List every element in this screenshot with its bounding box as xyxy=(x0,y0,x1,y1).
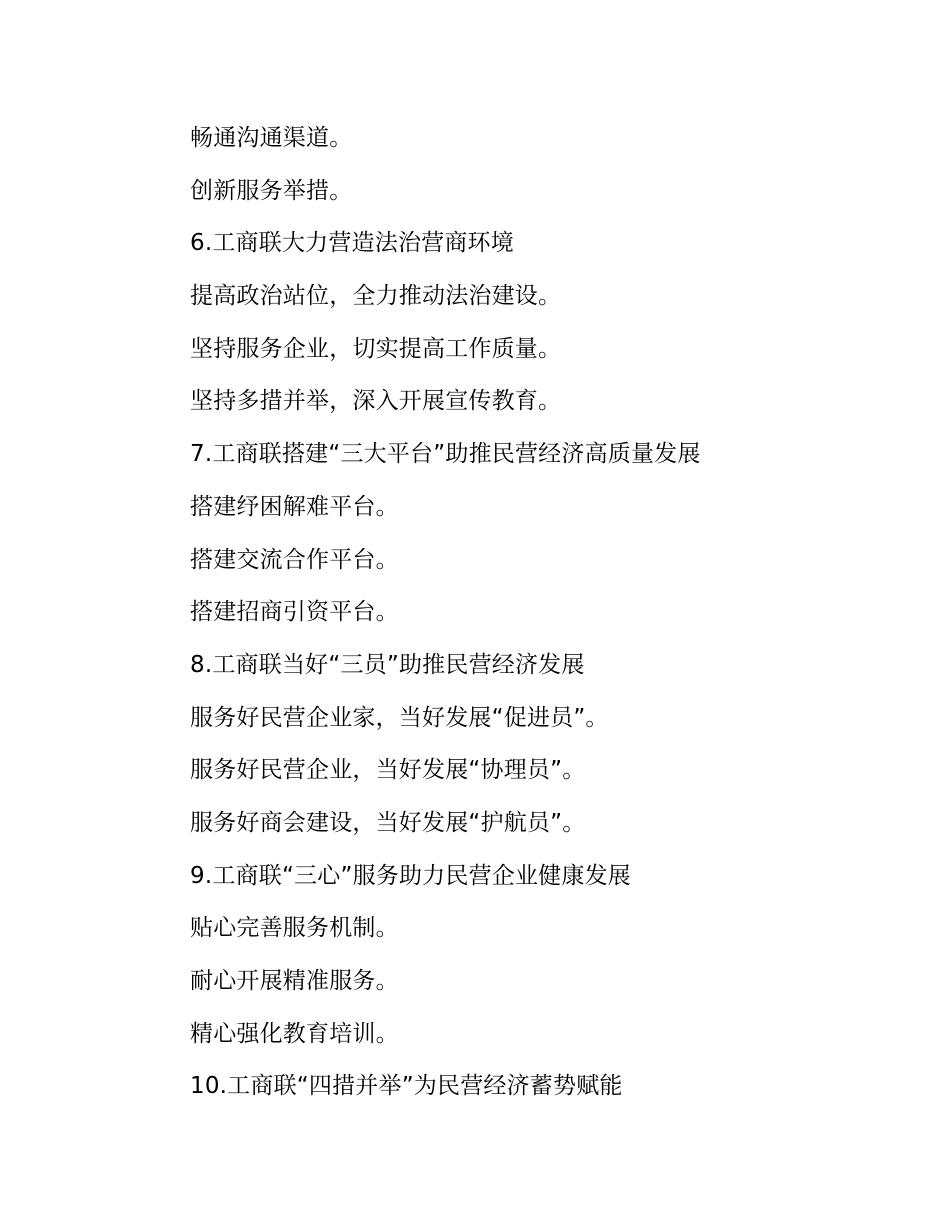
text-line: 耐心开展精准服务。 xyxy=(190,968,399,994)
text-line: 贴心完善服务机制。 xyxy=(190,915,399,942)
text-line: 畅通沟通渠道。 xyxy=(190,125,353,151)
text-line: 服务好民营企业家，当好发展“促进员”。 xyxy=(190,704,609,731)
section-heading: 6.工商联大力营造法治营商环境 xyxy=(190,230,514,257)
text-line: 服务好民营企业，当好发展“协理员”。 xyxy=(190,757,586,784)
section-heading: 10.工商联“四措并举”为民营经济蓄势赋能 xyxy=(190,1073,623,1100)
text-line: 搭建交流合作平台。 xyxy=(190,546,399,573)
text-line: 搭建招商引资平台。 xyxy=(190,599,399,626)
text-line: 提高政治站位，全力推动法治建设。 xyxy=(190,283,562,310)
section-heading: 9.工商联“三心”服务助力民营企业健康发展 xyxy=(190,862,631,889)
text-line: 创新服务举措。 xyxy=(190,177,353,204)
text-line: 服务好商会建设，当好发展“护航员”。 xyxy=(190,809,586,836)
document-body xyxy=(190,112,890,1113)
section-heading: 8.工商联当好“三员”助推民营经济发展 xyxy=(190,651,585,678)
text-line: 坚持服务企业，切实提高工作质量。 xyxy=(190,335,562,362)
section-heading: 7.工商联搭建“三大平台”助推民营经济高质量发展 xyxy=(190,441,701,468)
text-line: 搭建纾困解难平台。 xyxy=(190,493,399,520)
text-line: 坚持多措并举，深入开展宣传教育。 xyxy=(190,388,562,415)
text-line: 精心强化教育培训。 xyxy=(190,1020,399,1047)
